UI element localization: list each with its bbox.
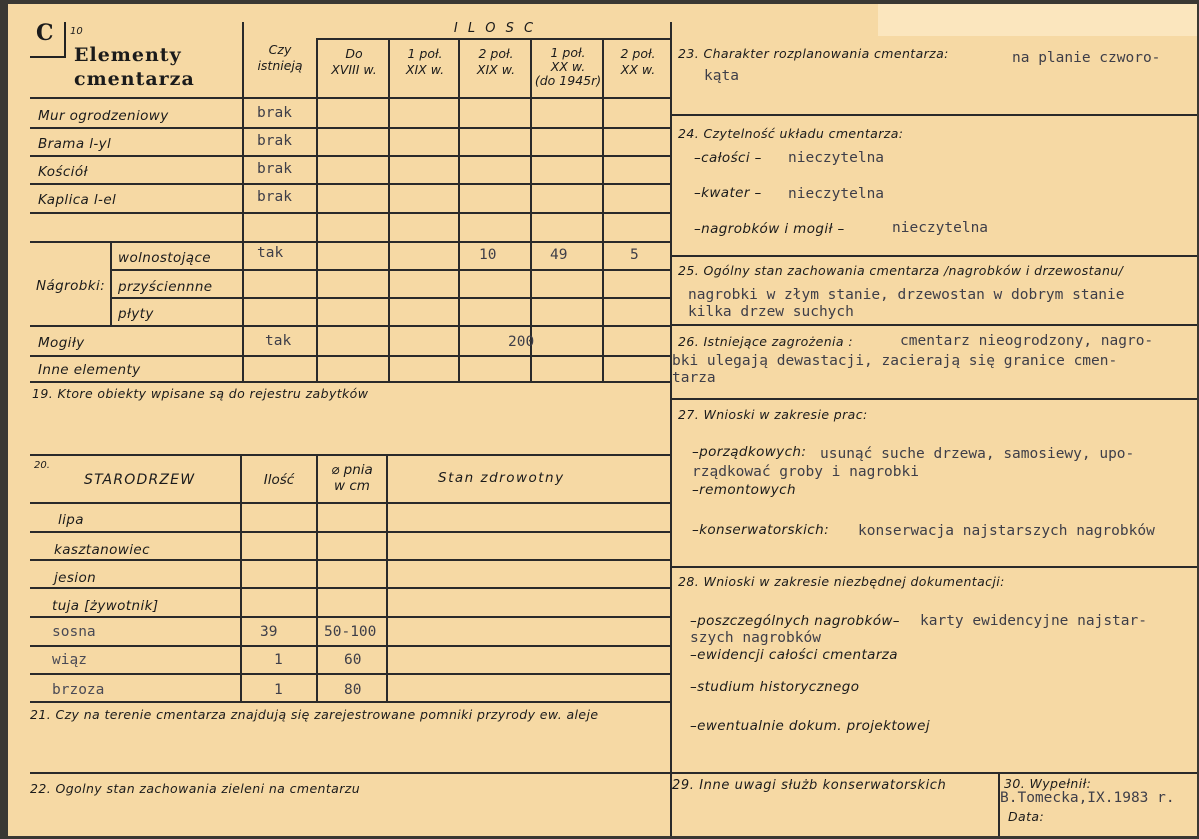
- grid-line: [30, 502, 672, 504]
- tree-sosna-count: 39: [260, 624, 278, 640]
- q26-answer-line3: tarza: [672, 370, 716, 386]
- grid-line: [30, 616, 672, 618]
- element-label-mogily: Mogiły: [38, 335, 85, 351]
- tree-lipa: lipa: [58, 512, 84, 528]
- grid-line: [30, 701, 672, 703]
- tree-wiaz-count: 1: [274, 652, 283, 668]
- tree-brzoza-count: 1: [274, 682, 283, 698]
- grid-line: [30, 772, 672, 774]
- header-czy: Czy istnieją: [257, 42, 303, 73]
- q24-nagrobkow-answer: nieczytelna: [892, 220, 989, 236]
- grid-line: [30, 183, 672, 185]
- tree-wiaz-diameter: 60: [344, 652, 362, 668]
- element-label-kosciol: Kościół: [38, 164, 88, 180]
- grid-line: [30, 454, 672, 456]
- section-letter: C: [36, 20, 54, 46]
- grid-line: [30, 325, 672, 327]
- grid-line: [242, 22, 244, 383]
- element-label-kaplica: Kaplica l-el: [38, 192, 117, 208]
- q23-label: 23. Charakter rozplanowania cmentarza:: [678, 46, 949, 61]
- element-label-przyscienne: przyściennne: [118, 279, 213, 295]
- starodrzew-col-ilosc: Ilość: [263, 472, 295, 488]
- q28-poszczegolnych-label: –poszczególnych nagrobków–: [690, 613, 900, 629]
- element-exists-wolnostojace: tak: [257, 245, 284, 261]
- element-label-mur: Mur ogrodzeniowy: [38, 108, 169, 124]
- grid-line: [30, 241, 672, 243]
- grid-line: [30, 97, 672, 99]
- element-exists-mogily: tak: [265, 333, 292, 349]
- starodrzew-title: STARODRZEW: [84, 472, 196, 488]
- header-period-4: 2 poł. XX w.: [620, 46, 656, 77]
- grid-line: [458, 38, 460, 383]
- header-period-3: 1 poł. XX w. (do 1945r): [534, 45, 602, 88]
- grid-line: [30, 587, 672, 589]
- mogily-total: 200: [508, 334, 535, 350]
- q28-label: 28. Wnioski w zakresie niezbędnej dokumentacji:: [678, 574, 1005, 589]
- starodrzew-col-stan: Stan zdrowotny: [438, 470, 565, 486]
- q27-konserwatorskich-label: –konserwatorskich:: [692, 522, 830, 538]
- header-period-2: 2 poł. XIX w.: [476, 46, 516, 77]
- element-label-inne: Inne elementy: [38, 362, 141, 378]
- q24-nagrobkow-label: –nagrobków i mogił –: [694, 221, 845, 237]
- grid-line: [672, 324, 1197, 326]
- grid-line: [110, 241, 112, 327]
- element-exists-kosciol: brak: [257, 161, 292, 177]
- q30-answer: B.Tomecka,IX.1983 r.: [1000, 790, 1175, 806]
- q25-answer-line1: nagrobki w złym stanie, drzewostan w dobrym stanie: [688, 287, 1125, 303]
- center-divider: [670, 22, 672, 836]
- q24-kwater-label: –kwater –: [694, 185, 762, 201]
- grid-line: [672, 114, 1197, 116]
- grid-line: [672, 772, 1197, 774]
- q28-projektowej-label: –ewentualnie dokum. projektowej: [690, 718, 930, 734]
- tree-kasztanowiec: kasztanowiec: [54, 542, 150, 558]
- paper-patch: [878, 4, 1197, 36]
- grid-line: [602, 38, 604, 383]
- count-wolnostojace-2pol-xx: 5: [630, 247, 639, 263]
- q27-konserwatorskich-answer: konserwacja najstarszych nagrobków: [858, 523, 1155, 539]
- q20-number: 20.: [34, 460, 50, 471]
- grid-line: [30, 212, 672, 214]
- q28-ewidencji-label: –ewidencji całości cmentarza: [690, 647, 898, 663]
- grid-line: [30, 355, 672, 357]
- q22-label: 22. Ogolny stan zachowania zieleni na cmentarzu: [30, 781, 361, 796]
- header-period-0: Do XVIII w.: [331, 46, 377, 77]
- element-label-brama: Brama l-yl: [38, 136, 112, 152]
- tree-brzoza: brzoza: [52, 682, 105, 698]
- grid-line: [30, 381, 672, 383]
- q27-label: 27. Wnioski w zakresie prac:: [678, 407, 868, 422]
- grid-line: [672, 255, 1197, 257]
- grid-line: [386, 454, 388, 703]
- tree-jesion: jesion: [54, 570, 97, 586]
- q28-studium-label: –studium historycznego: [690, 679, 860, 695]
- header-ilosc: I L O S C: [453, 21, 537, 36]
- grid-line: [318, 38, 672, 40]
- element-exists-mur: brak: [257, 105, 292, 121]
- q29-label: 29. Inne uwagi służb konserwatorskich: [672, 778, 947, 793]
- tree-sosna: sosna: [52, 624, 96, 640]
- grid-line: [316, 38, 318, 383]
- grid-line: [30, 559, 672, 561]
- q27-porzadkowych-answer-line2: rządkować groby i nagrobki: [692, 464, 919, 480]
- section-number: 10: [70, 26, 83, 37]
- element-exists-brama: brak: [257, 133, 292, 149]
- grid-line: [530, 38, 532, 383]
- grid-line: [30, 155, 672, 157]
- page-title-line2: cmentarza: [74, 68, 195, 90]
- nagrobki-label: Nágrobki:: [36, 278, 106, 294]
- q28-poszczegolnych-answer-line1: karty ewidencyjne najstar-: [920, 613, 1147, 629]
- grid-line: [30, 645, 672, 647]
- tree-wiaz: wiąz: [52, 652, 87, 668]
- q24-kwater-answer: nieczytelna: [788, 186, 885, 202]
- grid-line: [388, 38, 390, 383]
- q26-answer-line1: cmentarz nieogrodzony, nagro-: [900, 333, 1154, 349]
- page-title-line1: Elementy: [74, 44, 182, 66]
- count-wolnostojace-1pol-xx: 49: [550, 247, 568, 263]
- grid-line: [240, 454, 242, 703]
- tree-sosna-diameter: 50-100: [324, 624, 377, 640]
- element-label-plyty: płyty: [118, 306, 154, 322]
- starodrzew-col-pnia: ⌀ pnia w cm: [331, 462, 373, 494]
- q27-porzadkowych-answer-line1: usunąć suche drzewa, samosiewy, upo-: [820, 446, 1135, 462]
- tree-tuja: tuja [żywotnik]: [52, 598, 159, 614]
- q25-label: 25. Ogólny stan zachowania cmentarza /nagrobków i drzewostanu/: [678, 263, 1124, 278]
- q26-answer-line2: bki ulegają dewastacji, zacierają się granice cmen-: [672, 353, 1118, 369]
- q24-calosci-label: –całości –: [694, 150, 762, 166]
- q23-answer-line1: na planie czworo-: [1012, 50, 1161, 66]
- q26-label: 26. Istniejące zagrożenia :: [678, 334, 853, 349]
- q24-calosci-answer: nieczytelna: [788, 150, 885, 166]
- tree-brzoza-diameter: 80: [344, 682, 362, 698]
- q21-label: 21. Czy na terenie cmentarza znajdują się zarejestrowane pomniki przyrody ew. aleje: [30, 707, 599, 722]
- header-period-1: 1 poł. XIX w.: [405, 46, 445, 77]
- count-wolnostojace-2pol-xix: 10: [479, 247, 497, 263]
- grid-line: [30, 127, 672, 129]
- q30-label: 30. Wypełnił:: [1004, 776, 1092, 791]
- grid-line: [672, 566, 1197, 568]
- grid-line: [30, 673, 672, 675]
- q25-answer-line2: kilka drzew suchych: [688, 304, 854, 320]
- grid-line: [30, 531, 672, 533]
- grid-line: [672, 398, 1197, 400]
- grid-line: [112, 269, 672, 271]
- q19-label: 19. Ktore obiekty wpisane są do rejestru zabytków: [32, 386, 369, 401]
- inventory-card: [8, 4, 1197, 836]
- q23-answer-line2: kąta: [704, 68, 739, 84]
- q27-remontowych-label: –remontowych: [692, 482, 796, 498]
- q24-label: 24. Czytelność układu cmentarza:: [678, 126, 904, 141]
- q27-porzadkowych-label: –porządkowych:: [692, 444, 807, 460]
- q30-date-label: Data:: [1008, 809, 1045, 824]
- q28-poszczegolnych-answer-line2: szych nagrobków: [690, 630, 821, 646]
- element-label-wolnostojace: wolnostojące: [118, 250, 212, 266]
- element-exists-kaplica: brak: [257, 189, 292, 205]
- grid-line: [112, 297, 672, 299]
